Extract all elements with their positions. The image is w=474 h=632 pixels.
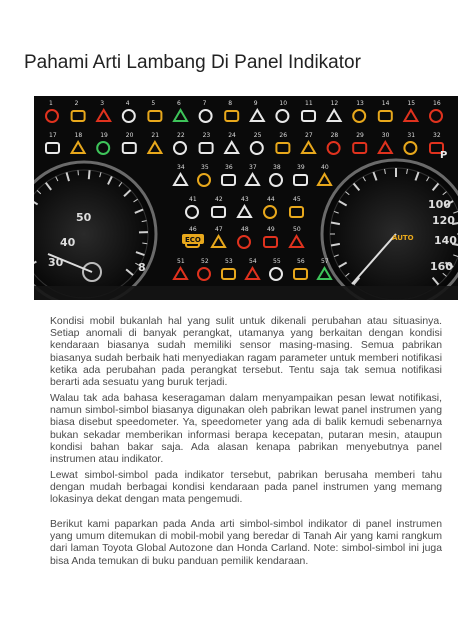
indicator-number: 28 [330,132,339,139]
left-gauge-number: 30 [48,256,64,269]
indicator-number: 9 [253,100,258,107]
indicator-number: 37 [249,164,257,171]
indicator-number: 44 [267,196,275,203]
indicator-number: 55 [273,258,281,265]
page-title: Pahami Arti Lambang Di Panel Indikator [24,52,361,73]
indicator-number: 8 [228,100,233,107]
indicator-number: 34 [177,164,185,171]
indicator-number: 12 [330,100,339,107]
paragraph-3: Lewat simbol-simbol pada indikator tersebut, pabrikan berusaha memberi tahu dengan mudah berbagai kondisi kendaraan pada panel instrumen yang memang lokasinya dekat dengan mata pengemudi. [50,470,442,506]
indicator-number: 24 [228,132,236,139]
indicator-number: 19 [100,132,108,139]
indicator-number: 22 [177,132,185,139]
left-gauge-number: 40 [60,236,76,249]
paragraph-2: Walau tak ada bahasa keseragaman dalam menyampaikan pesan lewat notifikasi, namun simbol-simbol biasanya digunakan oleh pabrikan lewat panel instrumen yang biasa disebut speedometer. Ya, speedometer yang ada di balik kemudi sebenarnya bukan sekadar memberikan informasi berapa kecepatan, putaran mesin, ataupun kondisi bahan bakar saja. Ada alasan kenapa pabrikan menyebutnya panel instrumen atau indikator. [50,393,442,466]
indicator-number: 31 [407,132,416,139]
indicator-number: 11 [305,100,313,107]
left-gauge-number: 8 [138,261,146,274]
indicator-number: 41 [189,196,197,203]
indicator-number: 1 [49,100,53,107]
indicator-number: 27 [305,132,313,139]
indicator-number: 49 [267,226,275,233]
dashboard-illustration [34,96,458,300]
indicator-number: 57 [321,258,329,265]
indicator-number: 2 [74,100,79,107]
indicator-number: 46 [189,226,197,233]
indicator-number: 3 [100,100,105,107]
indicator-number: 25 [253,132,262,139]
eco-label: ECO [185,236,201,244]
indicator-number: 40 [321,164,329,171]
indicator-number: 26 [279,132,288,139]
paragraph-1: Kondisi mobil bukanlah hal yang sulit untuk dikenali perubahan atau situasinya. Setiap anomali di banyak perangkat, utamanya yang berkaitan dengan kondisi kendaraan biasanya sudah memiliki sensor masing-masing. Semua pabrikan biasanya sudah berbaik hati menyediakan ragam parameter untuk memberi notifikasi ketika ada perubahan pada perangkat tersebut. Tentu saja tak semua notifikasi berarti ada sesuatu yang buruk terjadi. [50,316,442,389]
indicator-number: 56 [297,258,305,265]
indicator-number: 48 [241,226,249,233]
indicator-number: 17 [49,132,57,139]
indicator-number: 15 [407,100,416,107]
indicator-number: 5 [151,100,156,107]
dashboard-indicator-image [34,96,458,300]
indicator-number: 39 [297,164,305,171]
indicator-number: 42 [215,196,223,203]
indicator-number: 43 [241,196,249,203]
indicator-number: 51 [177,258,185,265]
indicator-number: 50 [293,226,301,233]
indicator-number: 30 [381,132,390,139]
indicator-number: 45 [293,196,301,203]
indicator-number: 16 [433,100,441,107]
left-gauge-number: 50 [76,211,92,224]
right-gauge [322,160,458,300]
indicator-number: 54 [249,258,257,265]
indicator-number: 13 [356,100,364,107]
indicator-number: 18 [74,132,83,139]
right-gauge-number: 160 [430,260,453,273]
indicator-number: 52 [201,258,209,265]
indicator-number: 29 [356,132,364,139]
indicator-number: 4 [125,100,130,107]
indicator-number: 6 [177,100,181,107]
indicator-number: 23 [202,132,211,139]
right-gauge-number: 100 [428,198,451,211]
paragraph-4: Berikut kami paparkan pada Anda arti simbol-simbol indikator di panel instrumen yang umum ditemukan di mobil-mobil yang beredar di Tanah Air yang kami rangkum dari laman Toyota Global Autozone dan Honda Carland. Note: simbol-simbol ini juga bisa Anda temukan di buku panduan pemilik kendaraan. [50,519,442,567]
gauge-tick [89,170,90,179]
indicator-number: 36 [225,164,233,171]
auto-label: AUTO [392,234,414,242]
park-label: P [440,150,448,161]
right-gauge-number: 140 [434,234,457,247]
indicator-number: 21 [151,132,160,139]
indicator-number: 47 [215,226,223,233]
indicator-number: 10 [279,100,288,107]
indicator-number: 53 [225,258,233,265]
indicator-number: 32 [433,132,441,139]
indicator-number: 14 [381,100,390,107]
indicator-number: 20 [125,132,134,139]
right-gauge-number: 120 [432,214,455,227]
indicator-number: 7 [202,100,207,107]
indicator-number: 38 [273,164,281,171]
indicator-number: 35 [201,164,209,171]
